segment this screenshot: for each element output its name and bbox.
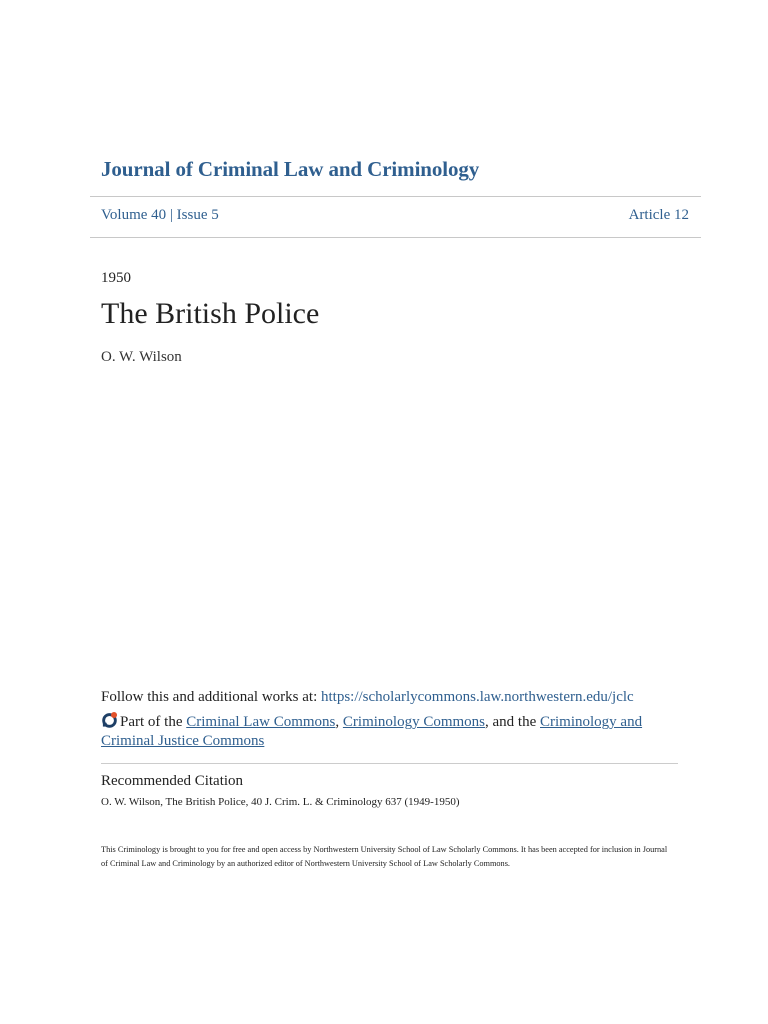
follow-label: Follow this and additional works at: <box>101 689 321 705</box>
part-of-prefix: Part of the <box>120 714 187 730</box>
article-title: The British Police <box>101 297 320 330</box>
header-divider-bottom <box>90 237 701 238</box>
article-number-link[interactable]: Article 12 <box>628 207 689 223</box>
part-of-commons <box>101 711 681 751</box>
recommended-citation-text: O. W. Wilson, The British Police, 40 J. Crim. L. & Criminology 637 (1949-1950) <box>101 796 460 808</box>
bepress-commons-icon <box>101 711 118 728</box>
header-divider-top <box>90 196 701 197</box>
follow-line <box>101 689 634 706</box>
volume-issue-row <box>101 207 689 224</box>
repository-link[interactable]: https://scholarlycommons.law.northwestern.edu/jclc <box>320 689 634 705</box>
part-of-sep1: , <box>335 714 343 730</box>
volume-issue-separator: | <box>169 207 173 223</box>
publication-year: 1950 <box>101 270 131 286</box>
citation-divider <box>101 763 678 764</box>
volume-issue-links <box>101 207 219 224</box>
criminology-criminal-justice-commons-link[interactable]: Criminology and Criminal Justice Commons <box>101 714 643 749</box>
volume-link[interactable]: Volume 40 <box>101 207 167 223</box>
journal-title[interactable]: Journal of Criminal Law and Criminology <box>101 157 480 181</box>
criminology-commons-link[interactable]: Criminology Commons <box>342 714 486 730</box>
author-name[interactable]: O. W. Wilson <box>101 349 182 365</box>
recommended-citation-heading: Recommended Citation <box>101 773 244 789</box>
issue-link[interactable]: Issue 5 <box>176 207 219 223</box>
part-of-sep2: , and the <box>485 714 540 730</box>
criminal-law-commons-link[interactable]: Criminal Law Commons <box>186 714 336 730</box>
access-statement: This Criminology is brought to you for free and open access by Northwestern University School of Law Scholarly Commons. It has been accepted for inclusion in Journal of Criminal Law and Criminology by an authorized editor of Northwestern University School of Law Scholarly Commons. <box>101 845 668 868</box>
